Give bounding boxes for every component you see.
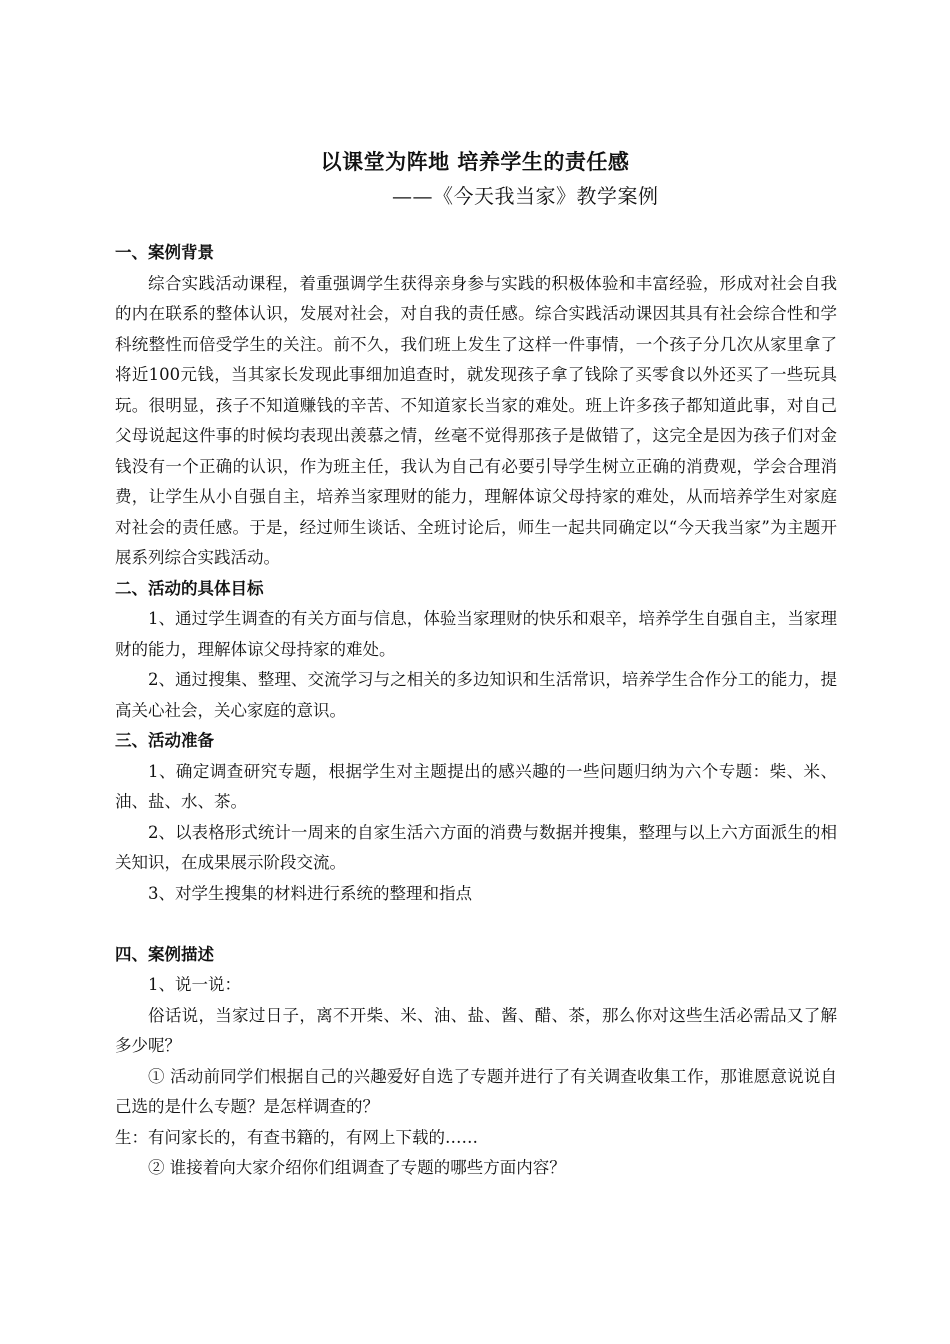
description-paragraph-5: ② 谁接着向大家介绍你们组调查了专题的哪些方面内容？ — [148, 1158, 566, 1177]
section-heading-description: 四、案例描述 — [115, 944, 214, 964]
preparation-paragraph-2: 2、以表格形式统计一周来的自家生活六方面的消费与数据并搜集，整理与以上六方面派生的相关知识，在成果展示阶段交流。 — [115, 822, 837, 872]
section-heading-objectives: 二、活动的具体目标 — [115, 578, 264, 598]
objective-paragraph-1: 1、通过学生调查的有关方面与信息，体验当家理财的快乐和艰辛，培养学生自强自主，当家理财的能力，理解体谅父母持家的难处。 — [115, 609, 837, 659]
blank-line — [115, 909, 837, 940]
description-paragraph-3: ① 活动前同学们根据自己的兴趣爱好自选了专题并进行了有关调查收集工作，那谁愿意说说自己选的是什么专题？是怎样调查的？ — [115, 1066, 837, 1116]
section-heading-preparation: 三、活动准备 — [115, 731, 214, 750]
background-paragraph: 综合实践活动课程，着重强调学生获得亲身参与实践的积极体验和丰富经验，形成对社会自我的内在联系的整体认识，发展对社会，对自我的责任感。综合实践活动课因其具有社会综合性和学科统整性而倍受学生的关注。前不久，我们班上发生了这样一件事情，一个孩子分几次从家里拿了将近100元钱，当其家长发现此事细加追查时，就发现孩子拿了钱除了买零食以外还买了一些玩具玩。很明显，孩子不知道赚钱的辛苦、不知道家长当家的难处。班上许多孩子都知道此事，对自己父母说起这件事的时候均表现出羡慕之情，丝毫不觉得那孩子是做错了，这完全是因为孩子们对金钱没有一个正确的认识，作为班主任，我认为自己有必要引导学生树立正确的消费观，学会合理消费，让学生从小自强自主，培养当家理财的能力，理解体谅父母持家的难处，从而培养学生对家庭对社会的责任感。于是，经过师生谈话、全班讨论后，师生一起共同确定以“今天我当家”为主题开展系列综合实践活动。 — [115, 273, 837, 567]
document-body — [115, 238, 837, 1184]
preparation-paragraph-3: 3、对学生搜集的材料进行系统的整理和指点 — [148, 883, 472, 903]
section-heading-background: 一、案例背景 — [115, 243, 214, 262]
document-title: 以课堂为阵地 培养学生的责任感 — [320, 150, 630, 174]
objective-paragraph-2: 2、通过搜集、整理、交流学习与之相关的多边知识和生活常识，培养学生合作分工的能力，提高关心社会，关心家庭的意识。 — [115, 670, 837, 720]
student-answer: 生：有问家长的，有查书籍的，有网上下载的…… — [115, 1127, 478, 1147]
description-paragraph-2: 俗话说，当家过日子，离不开柴、米、油、盐、酱、醋、茶，那么你对这些生活必需品又了解多少呢？ — [115, 1005, 837, 1055]
document-subtitle: ——《今天我当家》教学案例 — [392, 184, 659, 208]
preparation-paragraph-1: 1、确定调查研究专题，根据学生对主题提出的感兴趣的一些问题归纳为六个专题：柴、米、油、盐、水、茶。 — [115, 761, 837, 811]
description-paragraph-1: 1、说一说： — [148, 975, 241, 994]
